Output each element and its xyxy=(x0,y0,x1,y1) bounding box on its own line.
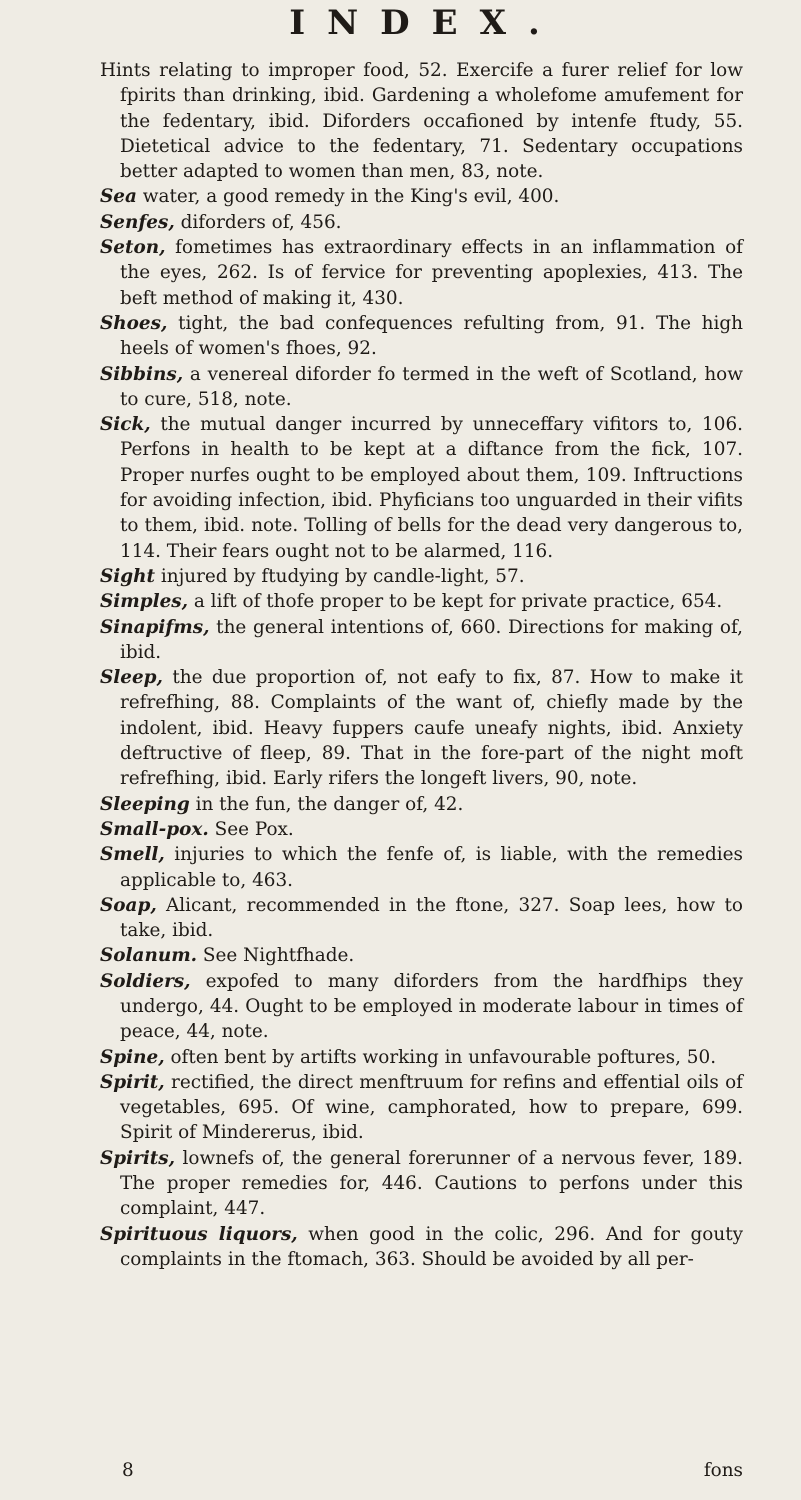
entry-text: rectified, the direct menftruum for refins and effential oils of vegetables, 695. Of wine, camphorated, how to prepare, 699. Spirit of Mindererus, ibid. xyxy=(120,1071,743,1144)
entry-text: lownefs of, the general forerunner of a nervous fever, 189. The proper remedies for, 446. Cautions to perfons under this complaint, 447. xyxy=(120,1147,743,1220)
entry-term: Sleep, xyxy=(100,667,163,689)
signature-mark: 8 xyxy=(122,1460,134,1481)
entry-text: the mutual danger incurred by unneceffary vifitors to, 106. Perfons in health to be kept at a diftance from the fick, 107. Proper nurfes ought to be employed about them, 109. Inftructions for avoiding infection, ibid. Phyficians too unguarded in their vifits to them, ibid. note. Tolling of bells for the dead very dangerous to, 114. Their fears ought not to be alarmed, 116. xyxy=(120,414,743,562)
index-entry xyxy=(100,184,743,209)
entry-term: Sea xyxy=(100,186,137,208)
entry-term: Senfes, xyxy=(100,211,175,233)
entry-text: tight, the bad confequences refulting from, 91. The high heels of women's fhoes, 92. xyxy=(120,312,743,360)
entry-term: Spirits, xyxy=(100,1147,176,1169)
index-entry xyxy=(100,1045,743,1070)
index-entry xyxy=(100,235,743,311)
index-entry xyxy=(100,210,743,235)
index-entry xyxy=(100,564,743,589)
entry-text: often bent by artifts working in unfavourable poftures, 50. xyxy=(164,1046,717,1068)
index-entry xyxy=(100,1070,743,1146)
entry-term: Spirituous liquors, xyxy=(100,1223,298,1245)
entry-term: Spirit, xyxy=(100,1071,165,1093)
entry-term: Sibbins, xyxy=(100,363,184,385)
entry-term: Smell, xyxy=(100,844,165,866)
index-entry xyxy=(100,1222,743,1273)
entry-text: in the fun, the danger of, 42. xyxy=(189,793,464,815)
entry-term: Shoes, xyxy=(100,312,168,334)
index-entry xyxy=(100,615,743,666)
entry-text: a venereal diforder fo termed in the weft of Scotland, how to cure, 518, note. xyxy=(120,363,743,410)
entry-text: a lift of thofe proper to be kept for private practice, 654. xyxy=(188,591,723,613)
running-head: INDEX. xyxy=(289,3,562,43)
entry-text: water, a good remedy in the King's evil, 400. xyxy=(136,186,560,208)
page-footer xyxy=(122,1460,743,1481)
entry-text: injured by ftudying by candle-light, 57. xyxy=(155,565,525,587)
entry-text: diforders of, 456. xyxy=(174,211,342,233)
entry-term: Soldiers, xyxy=(100,970,191,992)
entry-term: Solanum. xyxy=(100,945,198,967)
entry-term: Sleeping xyxy=(100,793,190,815)
index-entry xyxy=(100,58,743,184)
entry-term: Simples, xyxy=(100,591,189,613)
entry-term: Small-pox. xyxy=(100,818,209,840)
index-entry xyxy=(100,893,743,944)
entry-term: Seton, xyxy=(100,237,166,259)
entry-text: Alicant, recommended in the ftone, 327. Soap lees, how to take, ibid. xyxy=(120,894,743,942)
index-entry xyxy=(100,311,743,362)
entry-text: the due proportion of, not eafy to fix, 87. How to make it refrefhing, 88. Complaints of the want of, chiefly made by the indolent, ibid. Heavy fuppers caufe uneafy nights, ibid. Anxiety deftructive of fleep, 89. That in the fore-part of the night moft refrefhing, ibid. Early rifers the longeft livers, 90, note. xyxy=(120,667,743,790)
entry-term: Sight xyxy=(100,565,155,587)
entry-text: See Nightfhade. xyxy=(197,945,355,967)
index-entry xyxy=(100,842,743,893)
entry-text: Hints relating to improper food, 52. Exercife a furer relief for low fpirits than drinking, ibid. Gardening a wholefome amufement for the fedentary, ibid. Diforders occafioned by intenfe ftudy, 55. Dietetical advice to the fedentary, 71. Sedentary occupations better adapted to women than men, 83, note. xyxy=(100,60,743,183)
entry-text: expofed to many diforders from the hardfhips they undergo, 44. Ought to be employed in moderate labour in times of peace, 44, note. xyxy=(120,970,743,1043)
index-entry xyxy=(100,1146,743,1222)
entry-text: See Pox. xyxy=(208,818,294,840)
index-entry xyxy=(100,792,743,817)
index-entry xyxy=(100,412,743,564)
index-entry xyxy=(100,943,743,968)
entry-text: fometimes has extraordinary effects in an inflammation of the eyes, 262. Is of fervice for preventing apoplexies, 413. The beft method of making it, 430. xyxy=(120,237,743,309)
index-entry xyxy=(100,969,743,1045)
index-entry xyxy=(100,589,743,614)
entry-term: Sick, xyxy=(100,414,151,436)
entry-text: injuries to which the fenfe of, is liable, with the remedies applicable to, 463. xyxy=(120,844,743,891)
index-entries xyxy=(100,58,743,1272)
entry-term: Spine, xyxy=(100,1046,165,1068)
index-entry xyxy=(100,817,743,842)
index-entry xyxy=(100,362,743,413)
entry-term: Soap, xyxy=(100,894,157,916)
index-entry xyxy=(100,665,743,791)
entry-text: the general intentions of, 660. Directions for making of, ibid. xyxy=(120,616,743,663)
entry-text: when good in the colic, 296. And for gouty complaints in the ftomach, 363. Should be avoided by all per- xyxy=(120,1223,743,1270)
catchword: fons xyxy=(703,1460,743,1481)
entry-term: Sinapifms, xyxy=(100,616,210,638)
